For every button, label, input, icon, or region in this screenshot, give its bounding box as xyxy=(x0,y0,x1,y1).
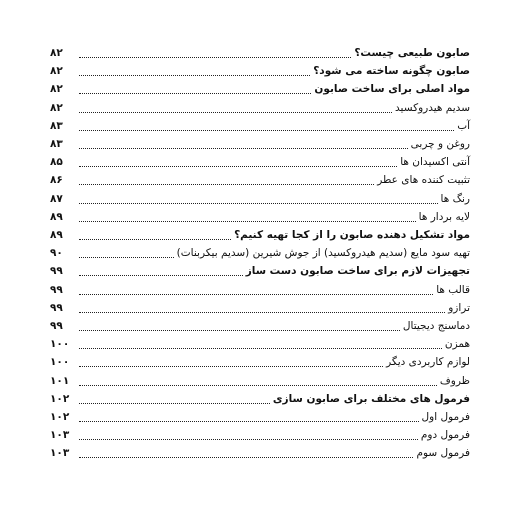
toc-entry-page-number: ۹۹ xyxy=(50,283,63,296)
toc-entry xyxy=(50,279,470,297)
toc-entry xyxy=(50,169,470,187)
toc-entry-page-number: ۱۰۳ xyxy=(50,429,70,442)
toc-dot-leader xyxy=(79,336,442,349)
toc-entry-page-number: ۸۲ xyxy=(50,65,63,78)
toc-dot-leader xyxy=(79,427,418,440)
toc-dot-leader xyxy=(79,300,445,313)
toc-entry xyxy=(50,97,470,115)
toc-entry-title: فرمول سوم xyxy=(416,447,470,460)
toc-entry-title: تجهیزات لازم برای ساخت صابون دست ساز xyxy=(245,265,470,278)
toc-entry-title: تثبیت کننده های عطر xyxy=(377,174,470,187)
toc-entry-title: رنگ ها xyxy=(440,192,470,205)
toc-dot-leader xyxy=(79,154,397,167)
toc-entry-title: فرمول دوم xyxy=(420,429,470,442)
toc-entry-title: مواد اصلی برای ساخت صابون xyxy=(314,83,470,96)
toc-entry-page-number: ۱۰۳ xyxy=(50,447,70,460)
toc-entry-title: آنتی اکسیدان ها xyxy=(400,156,470,169)
toc-entry-title: آب xyxy=(457,119,470,132)
toc-dot-leader xyxy=(79,209,416,222)
toc-entry xyxy=(50,206,470,224)
toc-entry xyxy=(50,406,470,424)
toc-entry xyxy=(50,115,470,133)
toc-entry-page-number: ۹۹ xyxy=(50,301,63,314)
toc-entry-title: فرمول اول xyxy=(421,411,470,423)
toc-dot-leader xyxy=(79,245,174,258)
toc-entry xyxy=(50,424,470,442)
toc-entry-page-number: ۸۳ xyxy=(50,138,63,150)
toc-entry-page-number: ۱۰۰ xyxy=(50,338,70,351)
toc-entry xyxy=(50,224,470,242)
toc-entry xyxy=(50,242,470,260)
toc-entry-page-number: ۹۰ xyxy=(50,247,63,260)
toc-dot-leader xyxy=(79,373,437,386)
toc-entry-page-number: ۸۳ xyxy=(50,119,63,132)
toc-entry xyxy=(50,133,470,151)
toc-entry-title: ترازو xyxy=(448,301,470,314)
toc-dot-leader xyxy=(79,318,400,331)
toc-entry-page-number: ۸۹ xyxy=(50,229,63,241)
toc-entry-page-number: ۸۲ xyxy=(50,47,63,59)
toc-dot-leader xyxy=(79,136,408,149)
toc-entry-page-number: ۸۲ xyxy=(50,101,63,114)
toc-dot-leader xyxy=(79,100,392,113)
toc-entry-title: سدیم هیدروکسید xyxy=(395,101,470,114)
toc-entry-title: روغن و چربی xyxy=(410,138,470,150)
toc-entry xyxy=(50,188,470,206)
toc-dot-leader xyxy=(79,227,231,240)
toc-dot-leader xyxy=(79,45,351,58)
toc-entry-page-number: ۸۹ xyxy=(50,210,63,223)
toc-entry-title: قالب ها xyxy=(436,283,470,296)
toc-entry-page-number: ۸۵ xyxy=(50,156,63,169)
toc-entry xyxy=(50,442,470,460)
toc-dot-leader xyxy=(79,445,413,458)
toc-entry-title: ظروف xyxy=(439,374,470,387)
toc-entry-title: مواد تشکیل دهنده صابون را از کجا تهیه کنیم؟ xyxy=(234,229,470,241)
toc-entry-page-number: ۱۰۰ xyxy=(50,356,70,369)
toc-entry-page-number: ۱۰۲ xyxy=(50,392,70,405)
toc-dot-leader xyxy=(79,172,374,185)
toc-entry xyxy=(50,351,470,369)
toc-entry-page-number: ۱۰۲ xyxy=(50,411,70,423)
toc-entry xyxy=(50,333,470,351)
toc-entry-title: دماسنج دیجیتال xyxy=(402,320,470,332)
toc-entry-page-number: ۹۹ xyxy=(50,265,63,278)
toc-entry xyxy=(50,60,470,78)
table-of-contents xyxy=(50,42,470,472)
toc-dot-leader xyxy=(79,118,454,131)
toc-dot-leader xyxy=(79,191,438,204)
toc-dot-leader xyxy=(79,81,311,94)
toc-entry-page-number: ۱۰۱ xyxy=(50,374,70,387)
toc-entry xyxy=(50,388,470,406)
toc-entry-page-number: ۸۷ xyxy=(50,192,63,205)
toc-dot-leader xyxy=(79,263,243,276)
toc-entry xyxy=(50,260,470,278)
toc-entry-title: صابون طبیعی چیست؟ xyxy=(354,47,470,59)
toc-dot-leader xyxy=(79,409,419,422)
toc-dot-leader xyxy=(79,354,383,367)
toc-entry xyxy=(50,297,470,315)
toc-entry xyxy=(50,151,470,169)
toc-entry-page-number: ۹۹ xyxy=(50,320,63,332)
toc-entry xyxy=(50,370,470,388)
toc-dot-leader xyxy=(79,391,270,404)
toc-entry-title: فرمول های مختلف برای صابون سازی xyxy=(272,392,470,405)
toc-entry-title: صابون چگونه ساخته می شود؟ xyxy=(313,65,470,78)
toc-entry xyxy=(50,78,470,96)
toc-entry-title: تهیه سود مایع (سدیم هیدروکسید) از جوش شیرین (سدیم بیکربنات) xyxy=(176,247,470,260)
toc-entry xyxy=(50,315,470,333)
toc-dot-leader xyxy=(79,63,310,76)
toc-entry-title: لایه بردار ها xyxy=(418,210,470,223)
toc-entry-title: همزن xyxy=(444,338,470,351)
toc-entry-page-number: ۸۶ xyxy=(50,174,63,187)
toc-entry xyxy=(50,42,470,60)
toc-dot-leader xyxy=(79,282,433,295)
toc-entry-page-number: ۸۲ xyxy=(50,83,63,96)
toc-entry-title: لوازم کاربردی دیگر xyxy=(386,356,470,369)
